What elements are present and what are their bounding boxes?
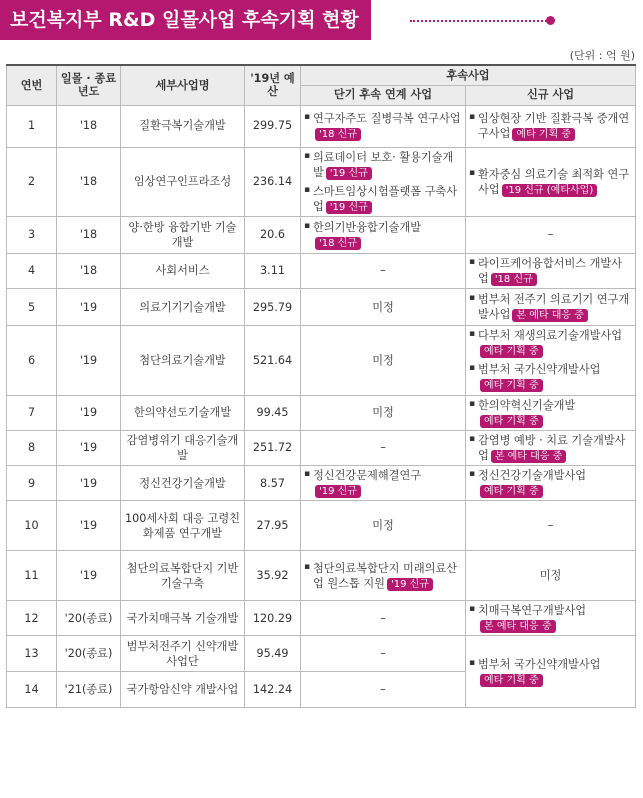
bullet-text: 한의약혁신기술개발 bbox=[478, 398, 576, 412]
status-badge: '19 신규 bbox=[315, 485, 361, 498]
row-year: '21(종료) bbox=[57, 672, 121, 708]
bullet-text: 범부처 국가신약개발사업 bbox=[478, 657, 601, 671]
new-project-cell bbox=[466, 147, 636, 216]
status-badge: '19 신규 (예타사업) bbox=[502, 184, 598, 197]
bullet-item bbox=[469, 468, 632, 498]
row-year: '20(종료) bbox=[57, 601, 121, 636]
bullet-item bbox=[469, 362, 632, 392]
status-badge: 예타 기획 중 bbox=[512, 128, 575, 141]
short-term-cell bbox=[301, 216, 466, 253]
bullet-text: 치매극복연구개발사업 bbox=[478, 604, 587, 618]
unit-label: (단위 : 억 원) bbox=[569, 49, 635, 62]
row-name: 첨단의료기술개발 bbox=[121, 326, 245, 395]
bullet-item bbox=[469, 292, 632, 322]
row-year: '19 bbox=[57, 289, 121, 326]
bullet-text: 의료데이터 보호· 활용기술개발 bbox=[313, 150, 454, 179]
bullet-item bbox=[469, 603, 632, 633]
status-badge: '18 신규 bbox=[315, 237, 361, 250]
table-row bbox=[7, 105, 636, 147]
short-term-cell bbox=[301, 466, 466, 501]
new-project-cell bbox=[466, 253, 636, 288]
row-year: '18 bbox=[57, 216, 121, 253]
new-project-cell: – bbox=[466, 216, 636, 253]
bullet-text: 범부처 전주기 의료기기 연구개발사업 bbox=[478, 293, 630, 322]
short-term-cell: 미정 bbox=[301, 326, 466, 395]
status-badge: 본 예타 대응 중 bbox=[480, 620, 556, 633]
row-number: 1 bbox=[7, 105, 57, 147]
table-row bbox=[7, 395, 636, 430]
table-row bbox=[7, 601, 636, 636]
status-badge: 본 예타 대응 중 bbox=[491, 450, 567, 463]
status-badge: 본 예타 대응 중 bbox=[512, 309, 588, 322]
table-row bbox=[7, 253, 636, 288]
row-budget: 95.49 bbox=[245, 636, 301, 672]
row-name: 한의약선도기술개발 bbox=[121, 395, 245, 430]
short-term-cell: – bbox=[301, 430, 466, 465]
row-number: 10 bbox=[7, 501, 57, 551]
short-term-cell: 미정 bbox=[301, 395, 466, 430]
row-number: 3 bbox=[7, 216, 57, 253]
title-dotted-line bbox=[410, 20, 550, 22]
bullet-text: 감염병 예방 · 치료 기술개발사업 bbox=[478, 433, 626, 462]
new-project-cell bbox=[466, 395, 636, 430]
bullet-text: 스마트임상시험플랫폼 구축사업 bbox=[313, 184, 458, 213]
row-year: '18 bbox=[57, 105, 121, 147]
bullet-text: 환자중심 의료기술 최적화 연구사업 bbox=[478, 167, 630, 196]
row-name: 국가치매극복 기술개발 bbox=[121, 601, 245, 636]
header-budget: '19년 예산 bbox=[245, 65, 301, 105]
new-project-cell bbox=[466, 430, 636, 465]
bullet-item bbox=[304, 220, 462, 250]
row-number: 6 bbox=[7, 326, 57, 395]
row-number: 8 bbox=[7, 430, 57, 465]
row-budget: 99.45 bbox=[245, 395, 301, 430]
row-budget: 236.14 bbox=[245, 147, 301, 216]
row-name: 정신건강기술개발 bbox=[121, 466, 245, 501]
row-number: 13 bbox=[7, 636, 57, 672]
short-term-cell: 미정 bbox=[301, 289, 466, 326]
table-row bbox=[7, 147, 636, 216]
bullet-item bbox=[469, 657, 632, 687]
row-budget: 35.92 bbox=[245, 551, 301, 601]
bullet-text: 범부처 국가신약개발사업 bbox=[478, 363, 601, 377]
row-name: 사회서비스 bbox=[121, 253, 245, 288]
row-budget: 3.11 bbox=[245, 253, 301, 288]
row-year: '19 bbox=[57, 501, 121, 551]
new-project-cell bbox=[466, 466, 636, 501]
row-budget: 120.29 bbox=[245, 601, 301, 636]
row-year: '19 bbox=[57, 395, 121, 430]
bullet-text: 연구자주도 질병극복 연구사업 bbox=[313, 111, 461, 125]
bullet-text: 한의기반융합기술개발 bbox=[313, 220, 422, 234]
row-number: 7 bbox=[7, 395, 57, 430]
bullet-item bbox=[469, 111, 632, 141]
row-name: 임상연구인프라조성 bbox=[121, 147, 245, 216]
row-number: 4 bbox=[7, 253, 57, 288]
bullet-item bbox=[469, 433, 632, 463]
table-row bbox=[7, 289, 636, 326]
row-budget: 521.64 bbox=[245, 326, 301, 395]
bullet-item bbox=[469, 328, 632, 358]
page-title: 보건복지부 R&D 일몰사업 후속기획 현황 bbox=[0, 0, 371, 40]
row-number: 2 bbox=[7, 147, 57, 216]
status-badge: '19 신규 bbox=[326, 167, 372, 180]
bullet-item bbox=[304, 111, 462, 141]
row-name: 감염병위기 대응기술개발 bbox=[121, 430, 245, 465]
status-badge: '19 신규 bbox=[326, 201, 372, 214]
row-budget: 142.24 bbox=[245, 672, 301, 708]
table-row bbox=[7, 501, 636, 551]
row-name: 범부처전주기 신약개발사업단 bbox=[121, 636, 245, 672]
status-badge: '18 신규 bbox=[315, 128, 361, 141]
short-term-cell bbox=[301, 147, 466, 216]
status-badge: 예타 기획 중 bbox=[480, 674, 543, 687]
row-number: 5 bbox=[7, 289, 57, 326]
short-term-cell: – bbox=[301, 601, 466, 636]
row-budget: 20.6 bbox=[245, 216, 301, 253]
short-term-cell bbox=[301, 105, 466, 147]
row-year: '19 bbox=[57, 326, 121, 395]
row-name: 국가항암신약 개발사업 bbox=[121, 672, 245, 708]
short-term-cell: – bbox=[301, 636, 466, 672]
header-year: 일몰 · 종료 년도 bbox=[57, 65, 121, 105]
header-follow: 후속사업 bbox=[301, 65, 636, 85]
table-row bbox=[7, 636, 636, 672]
row-year: '20(종료) bbox=[57, 636, 121, 672]
row-year: '19 bbox=[57, 551, 121, 601]
row-year: '19 bbox=[57, 466, 121, 501]
row-budget: 8.57 bbox=[245, 466, 301, 501]
bullet-text: 라이프케어융합서비스 개발사업 bbox=[478, 256, 623, 286]
row-name: 양·한방 융합기반 기술개발 bbox=[121, 216, 245, 253]
header-new: 신규 사업 bbox=[466, 85, 636, 105]
row-budget: 299.75 bbox=[245, 105, 301, 147]
short-term-cell: – bbox=[301, 253, 466, 288]
row-budget: 251.72 bbox=[245, 430, 301, 465]
status-badge: 예타 기획 중 bbox=[480, 485, 543, 498]
new-project-cell bbox=[466, 289, 636, 326]
table-row bbox=[7, 216, 636, 253]
bullet-item bbox=[304, 184, 462, 214]
status-badge: 예타 기획 중 bbox=[480, 415, 543, 428]
row-year: '18 bbox=[57, 253, 121, 288]
new-project-cell bbox=[466, 326, 636, 395]
new-project-cell bbox=[466, 636, 636, 708]
bullet-text: 다부처 재생의료기술개발사업 bbox=[478, 329, 623, 343]
table-row bbox=[7, 430, 636, 465]
bullet-item bbox=[469, 398, 632, 428]
status-badge: '18 신규 bbox=[491, 273, 537, 286]
table-row bbox=[7, 466, 636, 501]
bullet-item bbox=[304, 468, 462, 498]
new-project-cell bbox=[466, 601, 636, 636]
bullet-text: 첨단의료복합단지 미래의료산업 원스톱 지원 bbox=[313, 561, 458, 590]
short-term-cell bbox=[301, 551, 466, 601]
table-row bbox=[7, 551, 636, 601]
status-badge: 예타 기획 중 bbox=[480, 379, 543, 392]
row-name: 100세사회 대응 고령친화제품 연구개발 bbox=[121, 501, 245, 551]
sunset-projects-table bbox=[6, 64, 636, 708]
row-year: '18 bbox=[57, 147, 121, 216]
table-row bbox=[7, 326, 636, 395]
row-name: 첨단의료복합단지 기반기술구축 bbox=[121, 551, 245, 601]
title-dot bbox=[546, 16, 555, 25]
row-number: 14 bbox=[7, 672, 57, 708]
bullet-text: 정신건강문제해결연구 bbox=[313, 469, 422, 483]
new-project-cell: – bbox=[466, 501, 636, 551]
status-badge: '19 신규 bbox=[387, 578, 433, 591]
row-number: 12 bbox=[7, 601, 57, 636]
short-term-cell: – bbox=[301, 672, 466, 708]
header-no: 연번 bbox=[7, 65, 57, 105]
row-name: 질환극복기술개발 bbox=[121, 105, 245, 147]
short-term-cell: 미정 bbox=[301, 501, 466, 551]
status-badge: 예타 기획 중 bbox=[480, 345, 543, 358]
table-body bbox=[7, 105, 636, 708]
header-name: 세부사업명 bbox=[121, 65, 245, 105]
bullet-item bbox=[304, 561, 462, 591]
row-budget: 27.95 bbox=[245, 501, 301, 551]
bullet-text: 임상현장 기반 질환극복 중개연구사업 bbox=[478, 111, 630, 140]
bullet-item bbox=[304, 150, 462, 180]
title-bar bbox=[0, 0, 371, 40]
row-number: 11 bbox=[7, 551, 57, 601]
bullet-text: 정신건강기술개발사업 bbox=[478, 469, 587, 483]
bullet-item bbox=[469, 256, 632, 286]
bullet-item bbox=[469, 167, 632, 197]
new-project-cell: 미정 bbox=[466, 551, 636, 601]
row-name: 의료기기기술개발 bbox=[121, 289, 245, 326]
row-year: '19 bbox=[57, 430, 121, 465]
row-number: 9 bbox=[7, 466, 57, 501]
header-short: 단기 후속 연계 사업 bbox=[301, 85, 466, 105]
row-budget: 295.79 bbox=[245, 289, 301, 326]
new-project-cell bbox=[466, 105, 636, 147]
